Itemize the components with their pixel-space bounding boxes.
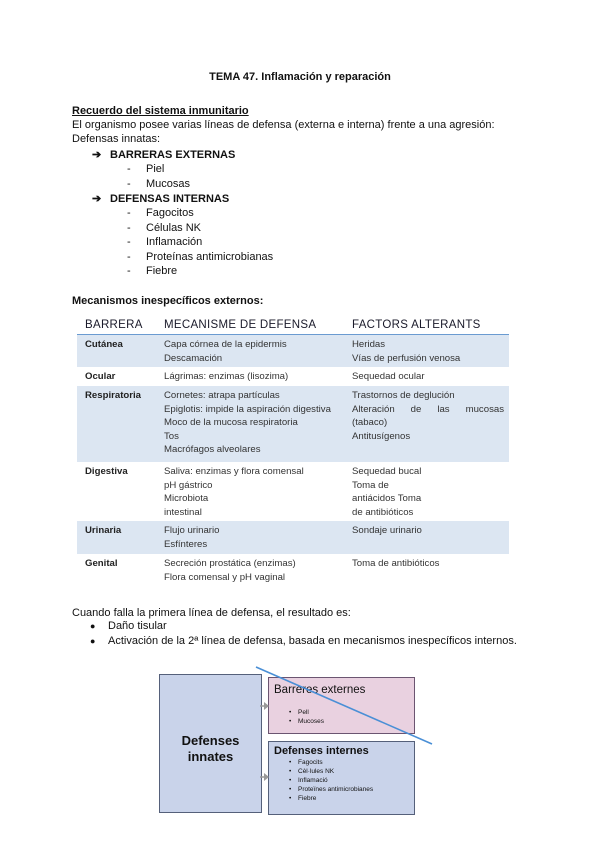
innate-defenses-label: Defensas innatas:	[72, 133, 161, 145]
arrow-to-internal	[260, 773, 269, 781]
group-label: DEFENSAS INTERNAS	[110, 193, 230, 205]
list-item: • Mucoses	[289, 718, 325, 725]
list-item: ● Daño tisular	[90, 620, 167, 632]
page-title: TEMA 47. Inflamación y reparación	[209, 71, 391, 83]
cell-factors: Sondaje urinario	[352, 525, 422, 536]
cell-mechanisms: Lágrimas: enzimas (lisozima)	[164, 371, 289, 382]
cell-barrier: Genital	[85, 558, 118, 569]
section-heading-external-mechanisms: Mecanismos inespecíficos externos:	[72, 295, 264, 307]
list-item: • Inflamació	[289, 777, 328, 784]
box-title: Defenses internes	[274, 745, 369, 757]
intro-paragraph: El organismo posee varias líneas de defensa (externa e interna) frente a una agresión:	[72, 119, 495, 131]
cell-barrier: Ocular	[85, 371, 116, 382]
arrow-right-icon: ➔	[92, 193, 102, 205]
column-header: BARRERA	[85, 319, 143, 331]
cell-barrier: Digestiva	[85, 466, 128, 477]
cell-mechanisms: Capa córnea de la epidermis Descamación	[164, 339, 287, 364]
cell-mechanisms: Saliva: enzimas y flora comensal pH gástrico Microbiota intestinal	[164, 466, 304, 518]
list-item: • Proteïnes antimicrobianes	[289, 786, 374, 793]
cell-factors: Sequedad bucal Toma de antiácidos Toma de antibióticos	[352, 466, 422, 518]
cell-factors: Heridas Vías de perfusión venosa	[352, 339, 461, 364]
bullet-icon: ●	[90, 636, 96, 646]
list-item: • Pell	[289, 709, 309, 716]
cell-mechanisms: Flujo urinario Esfínteres	[164, 525, 220, 550]
failure-intro: Cuando falla la primera línea de defensa, el resultado es:	[72, 607, 351, 619]
arrow-to-external	[260, 702, 269, 710]
cell-mechanisms: Cornetes: atrapa partículas Epiglotis: impide la aspiración digestiva Moco de la mucosa respiratoria Tos Macrófagos alveolares	[164, 390, 331, 456]
innate-defenses-label: Defenses innates	[181, 733, 240, 764]
column-header: FACTORS ALTERANTS	[352, 319, 481, 331]
group-label: BARRERAS EXTERNAS	[110, 149, 236, 161]
arrow-right-icon: ➔	[92, 149, 102, 161]
cell-factors: Trastornos de deglución Alteración de las mucosas (tabaco) Antitusígenos	[352, 390, 504, 442]
list-item: • Fagocits	[289, 759, 323, 766]
list-item: • Fiebre	[289, 795, 317, 802]
cell-factors: Sequedad ocular	[352, 371, 425, 382]
bullet-icon: ●	[90, 621, 96, 631]
cell-factors: Toma de antibióticos	[352, 558, 440, 569]
list-item: ● Activación de la 2ª línea de defensa, basada en mecanismos inespecíficos internos.	[90, 635, 517, 647]
cell-barrier: Urinaria	[85, 525, 122, 536]
column-header: MECANISME DE DEFENSA	[164, 319, 317, 331]
diagonal-strike-line	[256, 667, 432, 744]
section-heading-immune-system: Recuerdo del sistema inmunitario	[72, 105, 249, 117]
list-item: • Cèl·lules NK	[289, 768, 335, 775]
cell-barrier: Cutánea	[85, 339, 123, 350]
box-title: Barreres externes	[274, 684, 366, 696]
cell-mechanisms: Secreción prostática (enzimas) Flora comensal y pH vaginal	[164, 558, 296, 583]
cell-barrier: Respiratoria	[85, 390, 141, 401]
